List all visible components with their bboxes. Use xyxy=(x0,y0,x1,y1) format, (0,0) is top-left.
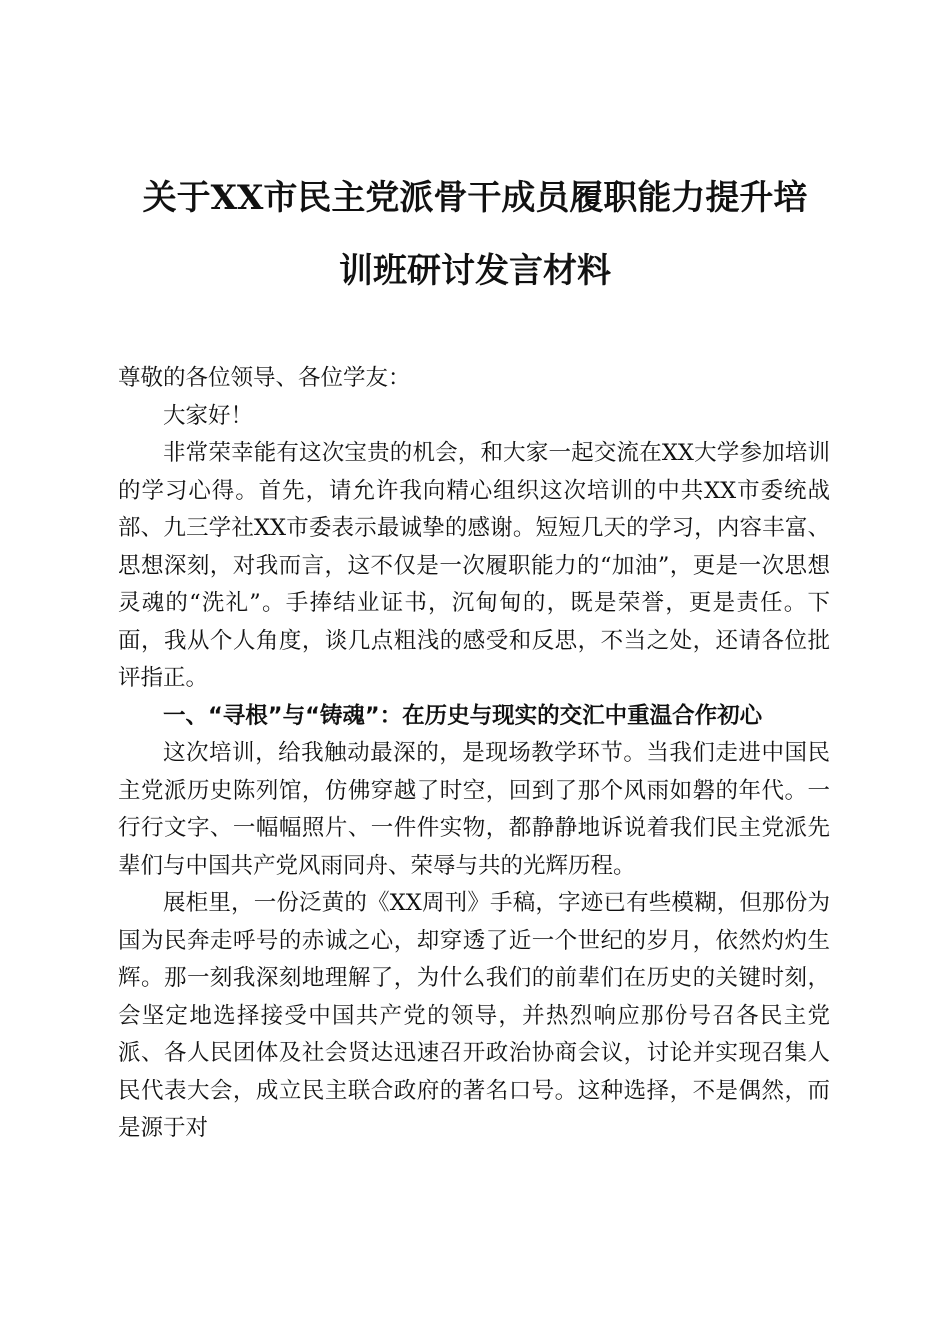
paragraph-2: 这次培训，给我触动最深的，是现场教学环节。当我们走进中国民主党派历史陈列馆，仿佛穿越了时空，回到了那个风雨如磐的年代。一行行文字、一幅幅照片、一件件实物，都静静地诉说着我们民主党派先辈们与中国共产党风雨同舟、荣辱与共的光辉历程。 xyxy=(118,740,830,879)
salutation: 尊敬的各位领导、各位学友： xyxy=(118,365,411,391)
document-body xyxy=(118,360,830,1148)
document-title-line-1: 关于XX市民主党派骨干成员履职能力提升培 xyxy=(142,178,808,218)
greeting: 大家好！ xyxy=(163,402,254,429)
section-heading-1: 一、“寻根”与“铸魂”：在历史与现实的交汇中重温合作初心 xyxy=(163,702,763,729)
paragraph-1: 非常荣幸能有这次宝贵的机会，和大家一起交流在XX大学参加培训的学习心得。首先，请允许我向精心组织这次培训的中共XX市委统战部、九三学社XX市委表示最诚挚的感谢。短短几天的学习，内容丰富、思想深刻，对我而言，这不仅是一次履职能力的“加油”，更是一次思想灵魂的“洗礼”。手捧结业证书，沉甸甸的，既是荣誉，更是责任。下面，我从个人角度，谈几点粗浅的感受和反思，不当之处，还请各位批评指正。 xyxy=(118,440,830,691)
paragraph-3: 展柜里，一份泛黄的《XX周刊》手稿，字迹已有些模糊，但那份为国为民奔走呼号的赤诚之心，却穿透了近一个世纪的岁月，依然灼灼生辉。那一刻我深刻地理解了，为什么我们的前辈们在历史的关键时刻，会坚定地选择接受中国共产党的领导，并热烈响应那份号召各民主党派、各人民团体及社会贤达迅速召开政治协商会议，讨论并实现召集人民代表大会，成立民主联合政府的著名口号。这种选择，不是偶然，而是源于对 xyxy=(118,890,830,1141)
document-title-line-2: 训班研讨发言材料 xyxy=(339,251,611,291)
